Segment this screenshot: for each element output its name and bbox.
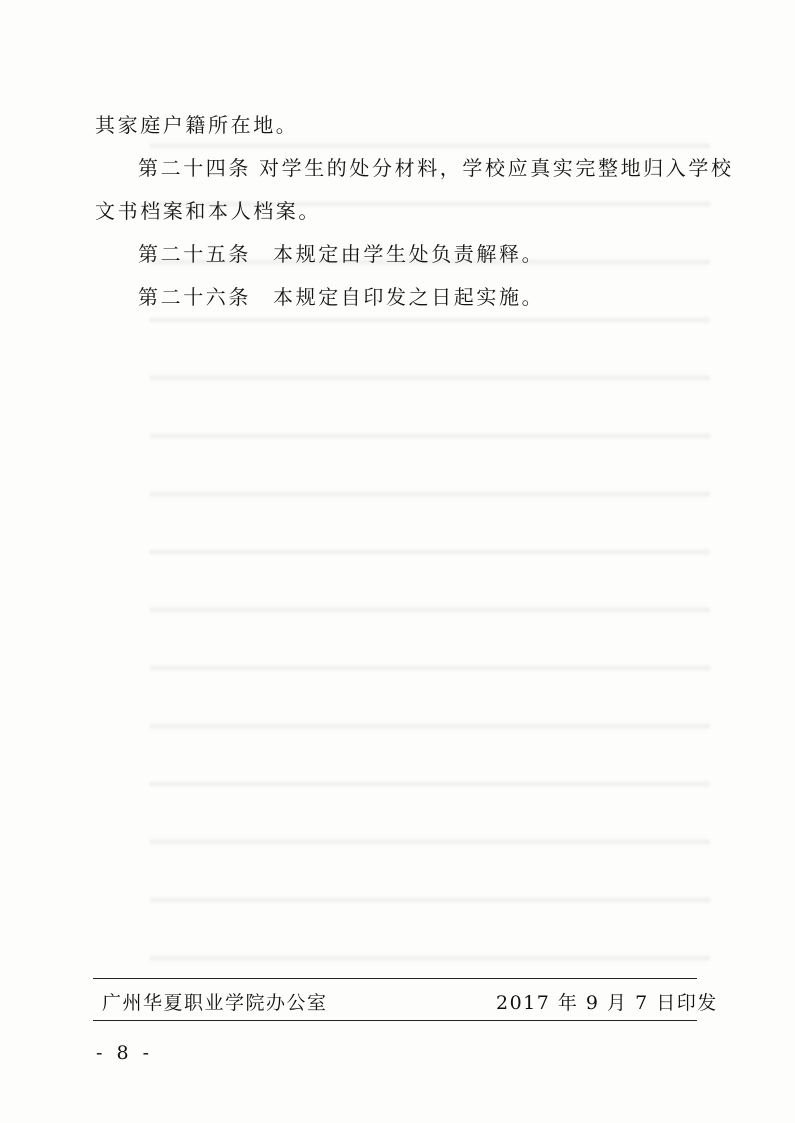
paragraph-text: 文书档案和本人档案。: [95, 199, 321, 223]
paragraph-text: 其家庭户籍所在地。: [95, 113, 299, 137]
article-24: [138, 155, 734, 181]
article-number: 第二十四条: [138, 156, 251, 180]
footer-bottom-rule: [93, 1020, 697, 1021]
article-number: 第二十五条: [138, 242, 251, 266]
article-text: 本规定由学生处负责解释。: [273, 242, 545, 266]
issuing-office: 广州华夏职业学院办公室: [102, 992, 328, 1014]
article-number: 第二十六条: [138, 285, 251, 309]
article-text: 对学生的处分材料，学校应真实完整地归入学校: [259, 156, 734, 180]
article-25: [138, 241, 544, 267]
issue-date: 2017 年 9 月 7 日印发: [496, 992, 718, 1014]
page-number: - 8 -: [96, 1042, 154, 1064]
article-text: 本规定自印发之日起实施。: [273, 285, 545, 309]
paragraph-continuation: [95, 112, 298, 138]
footer-top-rule: [93, 978, 697, 979]
article-26: [138, 284, 544, 310]
article-24-continuation: [95, 198, 321, 224]
